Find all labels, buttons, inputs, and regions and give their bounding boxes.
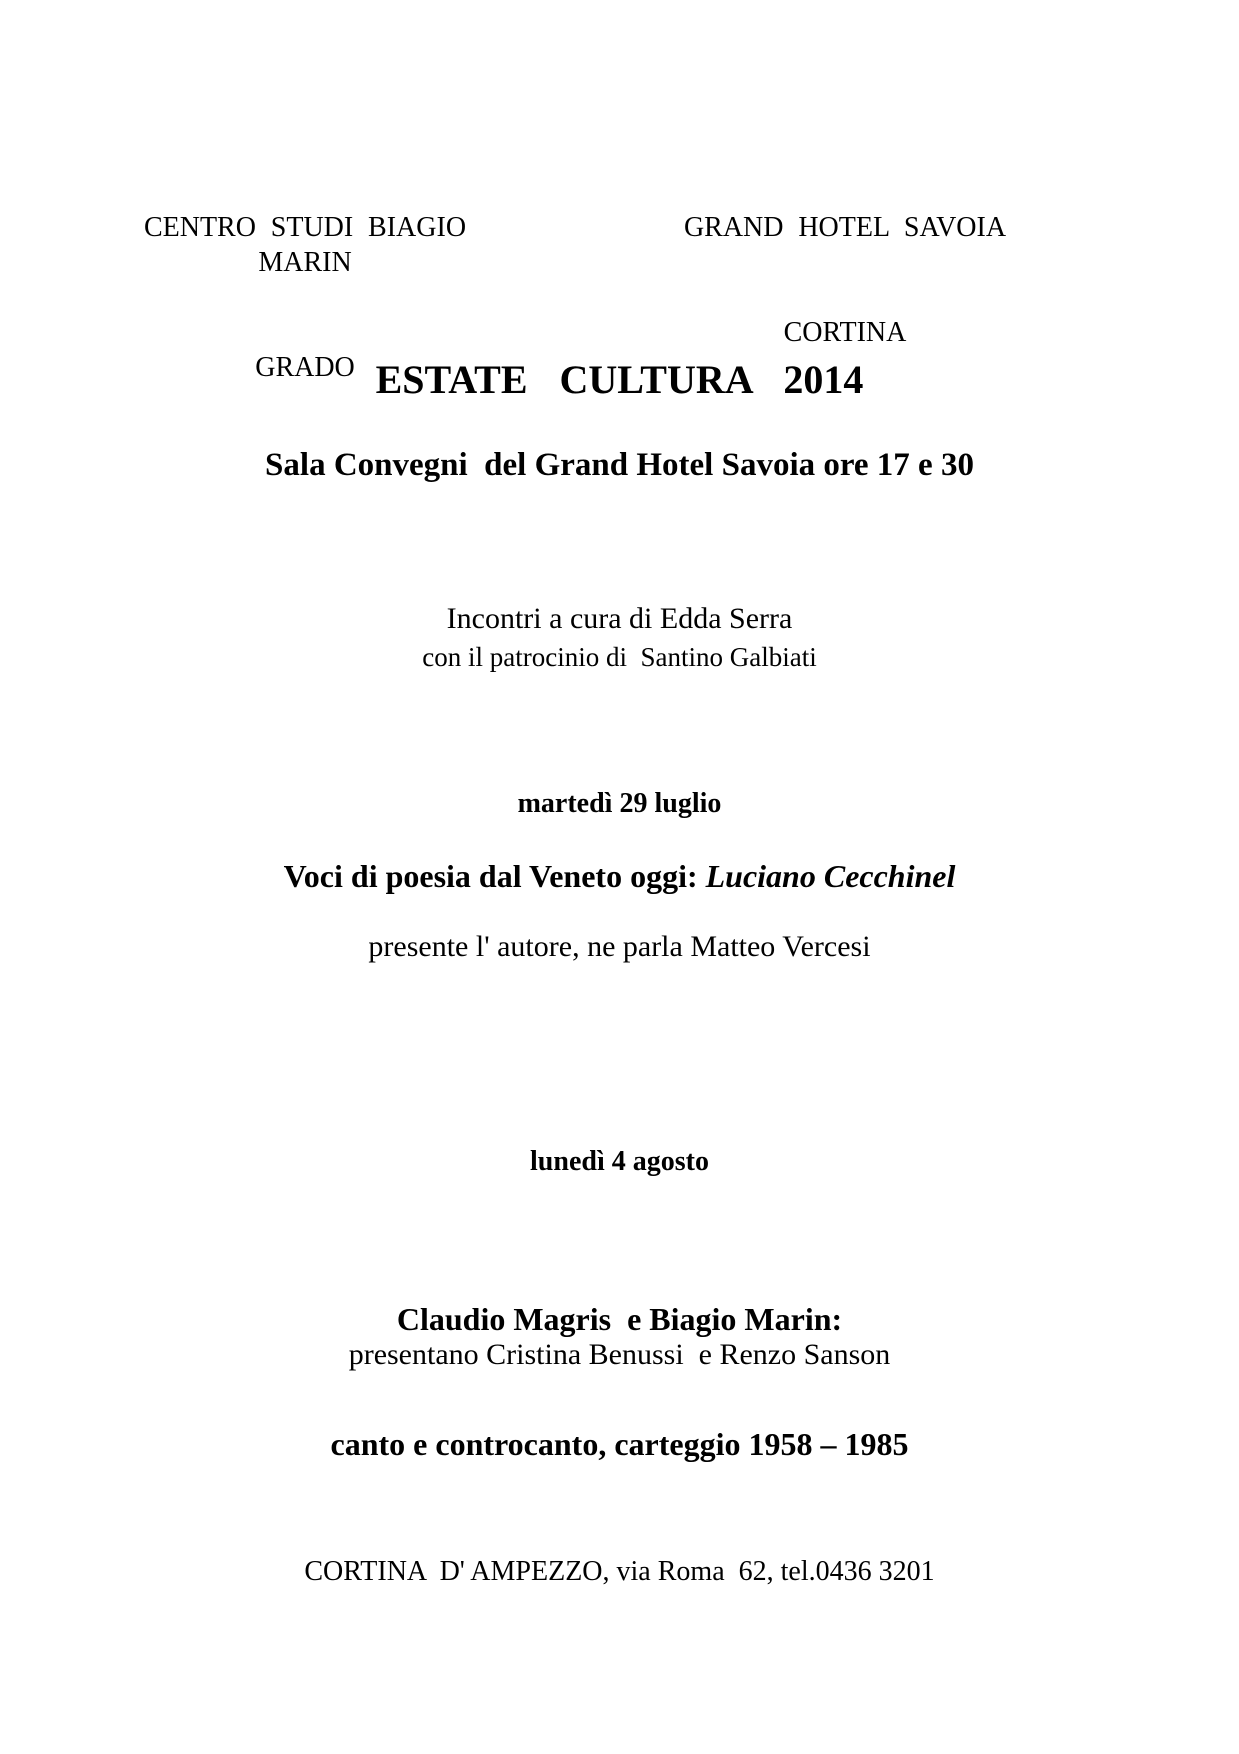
venue-subtitle: Sala Convegni del Grand Hotel Savoia ore 17 e 30 — [265, 447, 974, 483]
event2-date: lunedì 4 agosto — [530, 1146, 709, 1177]
page-title: ESTATE CULTURA 2014 — [375, 357, 864, 402]
address-footer: CORTINA D' AMPEZZO, via Roma 62, tel.0436 3201 — [304, 1556, 935, 1587]
organization-right-name: GRAND HOTEL SAVOIA — [683, 212, 1007, 243]
event1-title-main: Voci di poesia dal Veneto oggi: — [283, 858, 706, 894]
event1-title-author: Luciano Cecchinel — [705, 858, 956, 894]
event2-title — [0, 1216, 1239, 1549]
organization-left — [90, 140, 520, 455]
curator-line: Incontri a cura di Edda Serra — [446, 602, 793, 635]
organization-left-city: GRADO — [255, 352, 355, 383]
patronage-line: con il patrocinio di Santino Galbiati — [422, 642, 817, 672]
event2-title-line1: Claudio Magris e Biagio Marin: — [396, 1301, 843, 1338]
event2-details: presentano Cristina Benussi e Renzo Sanson — [348, 1338, 891, 1371]
event1-details: presente l' autore, ne parla Matteo Vercesi — [368, 930, 871, 963]
event1-date: martedì 29 luglio — [517, 788, 722, 819]
organization-right-city: CORTINA — [783, 317, 907, 348]
organization-left-name: CENTRO STUDI BIAGIO MARIN — [143, 212, 481, 278]
event2-title-line2: canto e controcanto, carteggio 1958 – 1985 — [330, 1425, 909, 1462]
event1-title — [0, 858, 1239, 895]
